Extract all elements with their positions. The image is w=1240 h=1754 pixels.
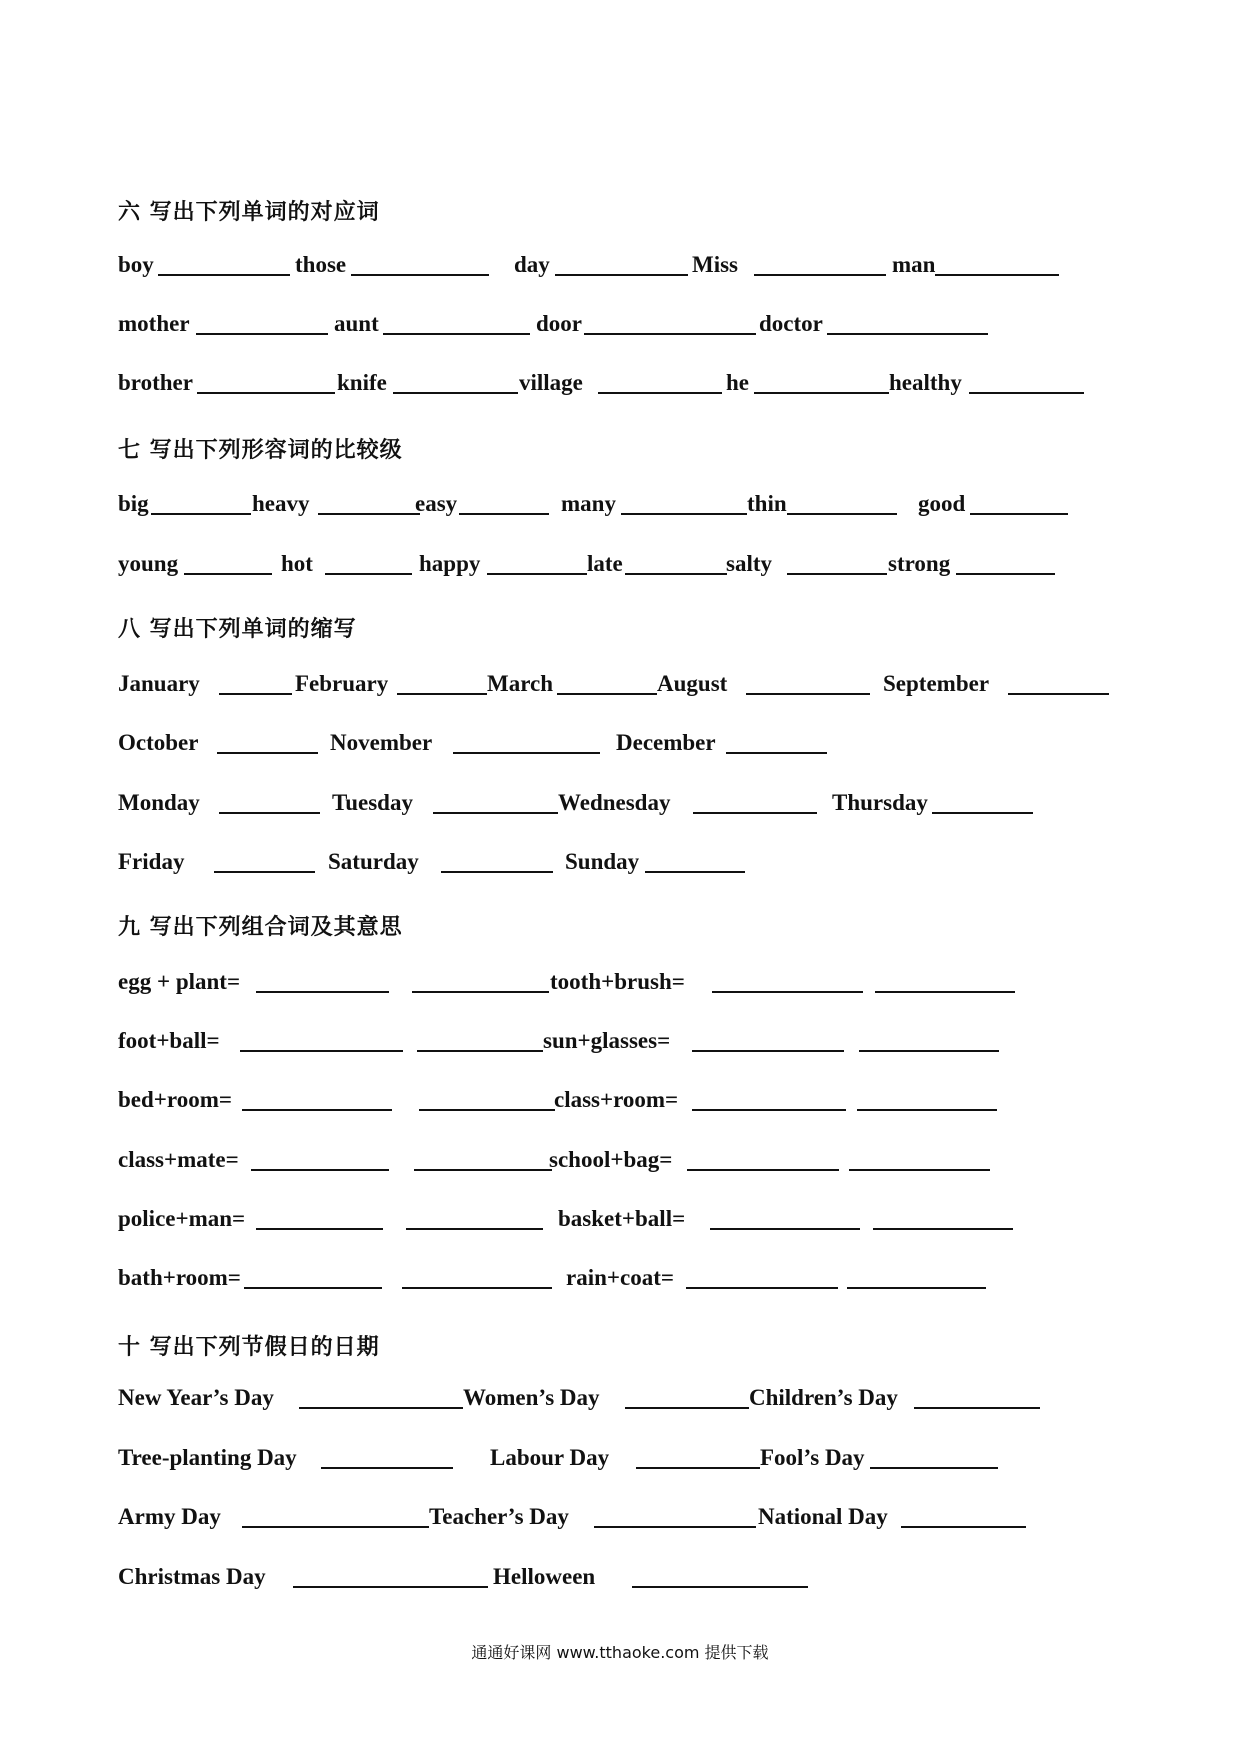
- word-label: late: [587, 551, 623, 576]
- word-label: Helloween: [493, 1564, 596, 1589]
- answer-blank[interactable]: [453, 752, 600, 754]
- exercise-row: [118, 366, 1128, 400]
- answer-blank[interactable]: [256, 1228, 383, 1230]
- answer-blank[interactable]: [217, 752, 318, 754]
- answer-blank[interactable]: [873, 1228, 1013, 1230]
- exercise-row: [118, 487, 1128, 521]
- word-label: Monday: [118, 790, 200, 815]
- answer-blank[interactable]: [419, 1109, 555, 1111]
- word-label: bed+room=: [118, 1087, 232, 1112]
- word-label: many: [561, 491, 616, 516]
- word-label: healthy: [889, 370, 962, 395]
- answer-blank[interactable]: [151, 513, 251, 515]
- word-label: egg + plant=: [118, 969, 241, 994]
- answer-blank[interactable]: [969, 392, 1084, 394]
- exercise-row: [118, 1083, 1128, 1117]
- answer-blank[interactable]: [686, 1287, 838, 1289]
- answer-blank[interactable]: [787, 513, 897, 515]
- answer-blank[interactable]: [859, 1050, 999, 1052]
- word-label: September: [883, 671, 990, 696]
- word-label: February: [295, 671, 389, 696]
- section-title: 九 写出下列组合词及其意思: [118, 915, 403, 940]
- word-label: those: [295, 252, 347, 277]
- word-label: Army Day: [118, 1504, 221, 1529]
- exercise-row: [118, 845, 1128, 879]
- answer-blank[interactable]: [625, 1407, 749, 1409]
- answer-blank[interactable]: [197, 392, 335, 394]
- section-title: 十 写出下列节假日的日期: [118, 1335, 380, 1360]
- exercise-row: [118, 726, 1128, 760]
- answer-blank[interactable]: [240, 1050, 403, 1052]
- word-label: strong: [888, 551, 951, 576]
- answer-blank[interactable]: [787, 573, 887, 575]
- exercise-row: [118, 1143, 1128, 1177]
- word-label: Tree-planting Day: [118, 1445, 297, 1470]
- answer-blank[interactable]: [693, 812, 817, 814]
- word-label: Women’s Day: [463, 1385, 600, 1410]
- answer-blank[interactable]: [244, 1287, 382, 1289]
- word-label: good: [918, 491, 966, 516]
- answer-blank[interactable]: [1008, 693, 1109, 695]
- word-label: National Day: [758, 1504, 888, 1529]
- word-label: thin: [747, 491, 787, 516]
- word-label: Children’s Day: [749, 1385, 898, 1410]
- word-label: happy: [419, 551, 481, 576]
- answer-blank[interactable]: [645, 871, 745, 873]
- answer-blank[interactable]: [754, 392, 889, 394]
- word-label: Friday: [118, 849, 185, 874]
- exercise-row: [118, 248, 1128, 282]
- answer-blank[interactable]: [932, 812, 1033, 814]
- answer-blank[interactable]: [857, 1109, 997, 1111]
- answer-blank[interactable]: [746, 693, 870, 695]
- exercise-row: [118, 786, 1128, 820]
- answer-blank[interactable]: [598, 392, 722, 394]
- exercise-row: [118, 965, 1128, 999]
- word-label: easy: [415, 491, 458, 516]
- exercise-row: [118, 667, 1128, 701]
- answer-blank[interactable]: [318, 513, 420, 515]
- answer-blank[interactable]: [242, 1526, 429, 1528]
- answer-blank[interactable]: [219, 812, 320, 814]
- answer-blank[interactable]: [956, 573, 1055, 575]
- exercise-row: [118, 1560, 1128, 1594]
- word-label: knife: [337, 370, 387, 395]
- answer-blank[interactable]: [251, 1169, 389, 1171]
- word-label: young: [118, 551, 179, 576]
- answer-blank[interactable]: [584, 333, 756, 335]
- answer-blank[interactable]: [402, 1287, 552, 1289]
- word-label: October: [118, 730, 199, 755]
- exercise-row: [118, 1500, 1128, 1534]
- answer-blank[interactable]: [625, 573, 727, 575]
- word-label: mother: [118, 311, 190, 336]
- word-label: village: [519, 370, 583, 395]
- answer-blank[interactable]: [557, 693, 657, 695]
- answer-blank[interactable]: [875, 991, 1015, 993]
- answer-blank[interactable]: [692, 1050, 844, 1052]
- exercise-row: [118, 547, 1128, 581]
- word-label: bath+room=: [118, 1265, 241, 1290]
- answer-blank[interactable]: [256, 991, 389, 993]
- word-label: police+man=: [118, 1206, 246, 1231]
- answer-blank[interactable]: [242, 1109, 392, 1111]
- section-title: 八 写出下列单词的缩写: [118, 617, 357, 642]
- word-label: big: [118, 491, 149, 516]
- answer-blank[interactable]: [726, 752, 827, 754]
- word-label: he: [726, 370, 749, 395]
- answer-blank[interactable]: [914, 1407, 1040, 1409]
- word-label: Tuesday: [332, 790, 413, 815]
- answer-blank[interactable]: [754, 274, 886, 276]
- word-label: salty: [726, 551, 772, 576]
- answer-blank[interactable]: [196, 333, 328, 335]
- word-label: Labour Day: [490, 1445, 610, 1470]
- answer-blank[interactable]: [487, 573, 587, 575]
- word-label: boy: [118, 252, 154, 277]
- word-label: January: [118, 671, 200, 696]
- answer-blank[interactable]: [970, 513, 1068, 515]
- answer-blank[interactable]: [414, 1169, 552, 1171]
- word-label: class+room=: [554, 1087, 679, 1112]
- word-label: Wednesday: [558, 790, 671, 815]
- word-label: class+mate=: [118, 1147, 239, 1172]
- answer-blank[interactable]: [417, 1050, 543, 1052]
- exercise-row: [118, 1381, 1128, 1415]
- answer-blank[interactable]: [325, 573, 412, 575]
- answer-blank[interactable]: [441, 871, 553, 873]
- word-label: doctor: [759, 311, 823, 336]
- answer-blank[interactable]: [847, 1287, 986, 1289]
- word-label: Christmas Day: [118, 1564, 266, 1589]
- answer-blank[interactable]: [459, 513, 549, 515]
- answer-blank[interactable]: [412, 991, 549, 993]
- answer-blank[interactable]: [710, 1228, 860, 1230]
- page-footer: 通通好课网 www.tthaoke.com 提供下载: [471, 1643, 769, 1662]
- word-label: Teacher’s Day: [429, 1504, 569, 1529]
- word-label: Sunday: [565, 849, 640, 874]
- word-label: Saturday: [328, 849, 419, 874]
- word-label: Fool’s Day: [760, 1445, 865, 1470]
- exercise-row: [118, 307, 1128, 341]
- word-label: foot+ball=: [118, 1028, 220, 1053]
- answer-blank[interactable]: [870, 1467, 998, 1469]
- word-label: day: [514, 252, 550, 277]
- word-label: aunt: [334, 311, 379, 336]
- answer-blank[interactable]: [901, 1526, 1026, 1528]
- word-label: December: [616, 730, 716, 755]
- answer-blank[interactable]: [397, 693, 487, 695]
- word-label: November: [330, 730, 433, 755]
- section-title: 六 写出下列单词的对应词: [118, 200, 380, 225]
- word-label: heavy: [252, 491, 310, 516]
- answer-blank[interactable]: [827, 333, 988, 335]
- answer-blank[interactable]: [293, 1586, 488, 1588]
- answer-blank[interactable]: [632, 1586, 808, 1588]
- word-label: man: [892, 252, 936, 277]
- answer-blank[interactable]: [383, 333, 530, 335]
- word-label: Thursday: [832, 790, 928, 815]
- word-label: school+bag=: [549, 1147, 673, 1172]
- answer-blank[interactable]: [621, 513, 747, 515]
- answer-blank[interactable]: [321, 1467, 453, 1469]
- exercise-row: [118, 1202, 1128, 1236]
- word-label: hot: [281, 551, 313, 576]
- answer-blank[interactable]: [935, 274, 1059, 276]
- answer-blank[interactable]: [406, 1228, 543, 1230]
- word-label: New Year’s Day: [118, 1385, 274, 1410]
- answer-blank[interactable]: [184, 573, 272, 575]
- answer-blank[interactable]: [299, 1407, 463, 1409]
- exercise-row: [118, 1441, 1128, 1475]
- word-label: March: [487, 671, 554, 696]
- word-label: sun+glasses=: [543, 1028, 671, 1053]
- answer-blank[interactable]: [393, 392, 518, 394]
- answer-blank[interactable]: [433, 812, 558, 814]
- answer-blank[interactable]: [692, 1109, 846, 1111]
- word-label: brother: [118, 370, 193, 395]
- answer-blank[interactable]: [687, 1169, 839, 1171]
- answer-blank[interactable]: [351, 274, 489, 276]
- answer-blank[interactable]: [712, 991, 863, 993]
- answer-blank[interactable]: [555, 274, 688, 276]
- word-label: Miss: [692, 252, 738, 277]
- word-label: August: [657, 671, 728, 696]
- answer-blank[interactable]: [214, 871, 315, 873]
- answer-blank[interactable]: [594, 1526, 756, 1528]
- answer-blank[interactable]: [636, 1467, 760, 1469]
- word-label: tooth+brush=: [550, 969, 685, 994]
- word-label: basket+ball=: [558, 1206, 686, 1231]
- answer-blank[interactable]: [219, 693, 292, 695]
- word-label: door: [536, 311, 582, 336]
- word-label: rain+coat=: [566, 1265, 674, 1290]
- answer-blank[interactable]: [158, 274, 290, 276]
- exercise-row: [118, 1261, 1128, 1295]
- exercise-row: [118, 1024, 1128, 1058]
- answer-blank[interactable]: [849, 1169, 990, 1171]
- section-title: 七 写出下列形容词的比较级: [118, 438, 403, 463]
